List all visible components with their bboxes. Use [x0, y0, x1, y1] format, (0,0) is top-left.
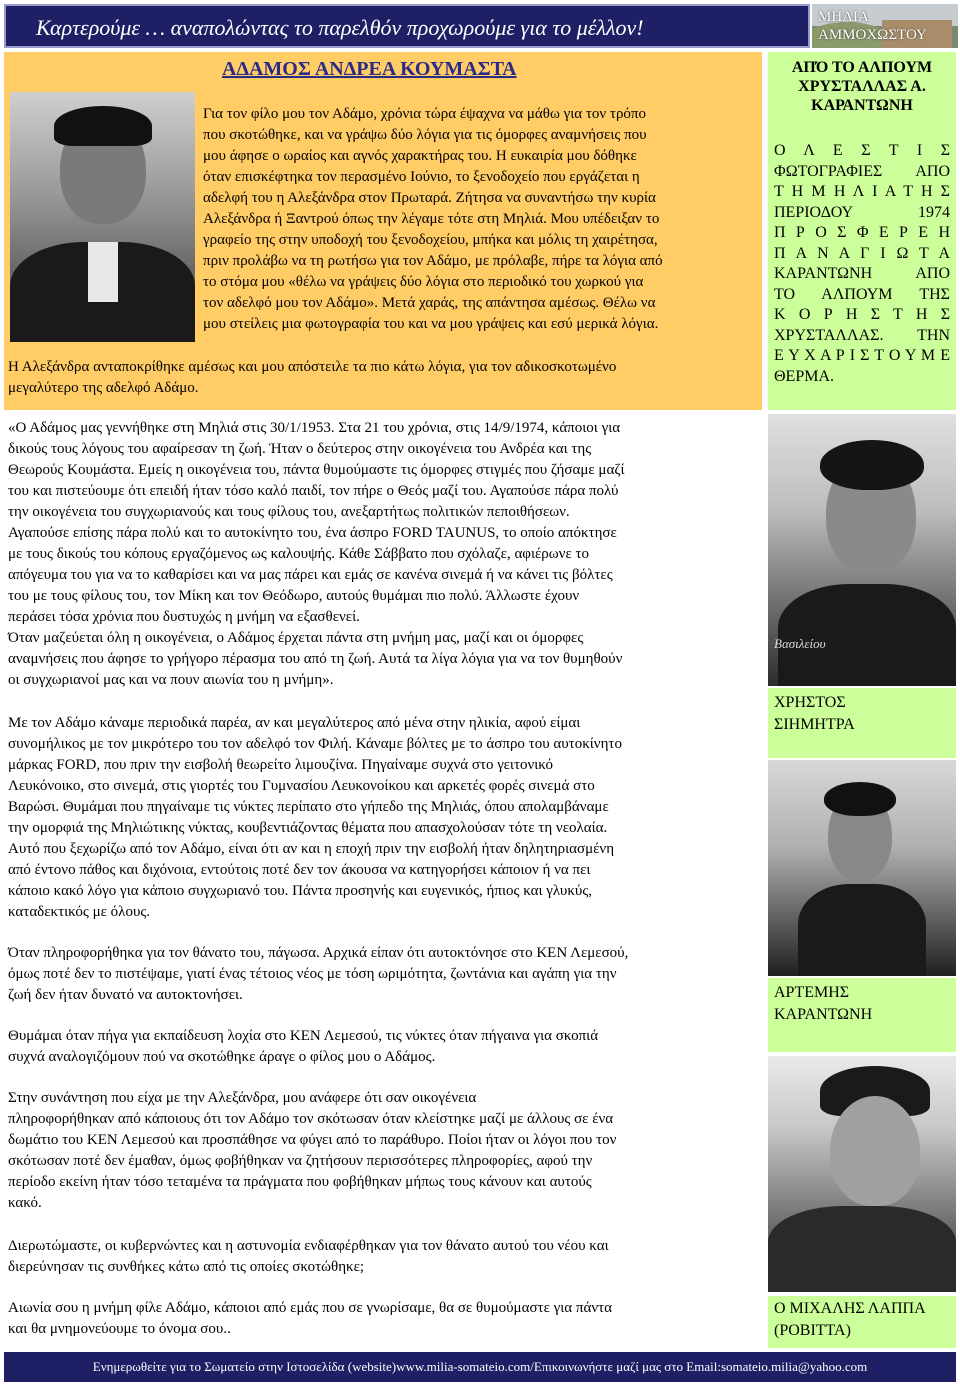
paragraph-2-line: Αυτό που ξεχωρίζω από τον Αδάμο, είναι ότι αν και η εποχή πριν την εισβολή ήταν δηλητηριασμένη [8, 841, 615, 857]
paragraph-5-line: Στην συνάντηση που είχα με την Αλεξάνδρα, μου ανάφερε ότι σαν οικογένεια [8, 1090, 477, 1106]
caption-artemis [768, 978, 956, 1052]
quote-line: αναμνήσεις που άφησε το γρήγορο πέρασμα του από τη ζωή. Αυτά τα λίγα λόγια για να τον θυμηθούν [8, 651, 623, 667]
paragraph-5-line: πληροφορήθηκαν από κάποιους ότι τον Αδάμο τον σκότωσαν όταν κλείστηκε μαζί με άλλους σε ένα [8, 1111, 614, 1127]
caption-artemis-line2: ΚΑΡΑΝΤΩΝΗ [774, 1006, 873, 1023]
paragraph-2-line: καταδεκτικός με όλους. [8, 904, 151, 920]
quote-line: Αγαπούσε επίσης πάρα πολύ και το αυτοκίνητο του, ένα άσπρο FORD TAUNUS, το οποίο απόκτησε [8, 525, 617, 541]
caption-christos-line2: ΣΙΗΜΗΤΡΑ [774, 716, 855, 733]
album-note-box [768, 52, 956, 410]
paragraph-2-line: μάρκας FORD, που πριν την εισβολή θεωρείτο λιμουζίνα. Πηγαίναμε συχνά στο γειτονικό [8, 757, 554, 773]
quote-line: του και πιστεύουμε ότι επειδή ήταν τόσο καλό παιδί, τον πήρε ο Θεός μαζί του. Αγαπούσε πάρα πολύ [8, 483, 619, 499]
paragraph-5-line: περίοδο εκείνη ήταν τόσο τεταμένα τα πράγματα που φοβήθηκαν μήπως τους κάνουν και αυτούς [8, 1174, 592, 1190]
corner-label [818, 8, 927, 44]
intro-line: μου άφησε ο ωραίος και αγνός χαρακτήρας του. Η ευκαιρία μου δόθηκε [203, 148, 637, 164]
paragraph-3-line: ζωή δεν ήταν δυνατό να αυτοκτονήσει. [8, 987, 243, 1003]
caption-christos [768, 688, 956, 758]
paragraph-2-line: την ομορφιά της Μηλιώτικης νύκτας, κουβεντιάζοντας θέματα που απασχολούσαν τότε τη νεολαία. [8, 820, 608, 836]
paragraph-7-line: και θα μνημονεύουμε το όνομα σου.. [8, 1321, 231, 1337]
paragraph-3-line: Όταν πληροφορήθηκα για τον θάνατο του, πάγωσα. Αρχικά είπαν ότι αυτοκτόνησε στο ΚΕΝ Λεμεσού, [8, 945, 629, 961]
header-title: Καρτερούμε … αναπολώντας το παρελθόν προχωρούμε για το μέλλον! [36, 15, 644, 40]
portrait-photo-adamos [10, 92, 195, 342]
photo4-head [830, 1096, 920, 1206]
quote-line: Όταν μαζεύεται όλη η οικογένεια, ο Αδάμος έρχεται πάντα στη μνήμη μας, μαζί και οι όμορφες [8, 630, 584, 646]
photo3-hair [824, 782, 896, 816]
article-title: ΑΔΑΜΟΣ ΑΝΔΡΕΑ ΚΟΥΜΑΣΤΑ [222, 58, 517, 80]
caption-michalis-line2: (ΡΟΒΙΤΤΑ) [774, 1322, 851, 1339]
quote-line: την οικογένεια του συγχωριανούς και τους φίλους του, ανεξαρτήτως πολιτικών πεποιθήσεων. [8, 504, 570, 520]
photo-michalis-lappa [768, 1056, 956, 1292]
intro-line: Αλεξάνδρα ή Ξαντρού όπως την λέγαμε τότε στη Μηλιά. Μου υπέδειξαν το [203, 211, 660, 227]
quote-line: με τους δικούς του κόπους εργαζόμενος ως καλουψής. Κάθε Σάββατο που σχόλαζε, αφιέρωνε το [8, 546, 590, 562]
intro-line: το στόμα μου «θέλω να γράψεις δύο λόγια στο περιοδικό του χωρκού για [203, 274, 644, 290]
photo3-suit [798, 884, 926, 976]
paragraph-6-line: Διερωτώμαστε, οι κυβερνώντες και η αστυνομία ενδιαφέρθηκαν για τον θάνατο αυτού του νέου και [8, 1238, 609, 1254]
album-note-body-line: Π Ρ Ο Σ Φ Ε Ρ Ε Η [774, 224, 950, 241]
paragraph-2-line: συνομήλικος με τον μικρότερο του τον αδελφό τον Φιλή. Κάναμε βόλτες με το άσπρο του αυτοκίνητο [8, 736, 622, 752]
photo-christos-siimitra [768, 414, 956, 686]
intro-line: γραφείο της στην υποδοχή του ξενοδοχείου, μπήκα και μόλις τη χαιρέτησα, [203, 232, 658, 248]
page-footer [4, 1352, 956, 1382]
album-note-title-line: ΚΑΡΑΝΤΩΝΗ [811, 97, 913, 114]
corner-label-line1: ΜΗΛΙΑ [818, 9, 869, 25]
paragraph-4-line: Θυμάμαι όταν πήγα για εκπαίδευση λοχία στο ΚΕΝ Λεμεσού, τις νύκτες όταν πήγαινα για σκοπιά [8, 1028, 599, 1044]
album-note-body-line: ΦΩΤΟΓΡΑΦΙΕΣ ΑΠΟ [774, 162, 950, 180]
album-note-body-line: ΠΕΡΙΟΔΟΥ 1974 [774, 203, 950, 221]
intro-line: τον αδελφό μου τον Αδάμο». Μετά χαράς, της απάντησα αμέσως. Θέλω να [203, 295, 656, 311]
paragraph-2-line: Λευκόνοικο, στο σινεμά, στις γιορτές του Γυμνασίου Λευκονοίκου και αρκετές φορές σινεμά στο [8, 778, 595, 794]
paragraph-5-line: κακό. [8, 1195, 42, 1211]
caption-michalis-line1: Ο ΜΙΧΑΛΗΣ ΛΑΠΠΑ [774, 1300, 926, 1317]
caption-artemis-line1: ΑΡΤΕΜΗΣ [774, 984, 850, 1001]
photo2-suit [778, 584, 956, 686]
album-note-body-line: Ε Υ Χ Α Ρ Ι Σ Τ Ο Υ Μ Ε [774, 347, 950, 364]
intro-line: όταν επισκέφτηκα τον περασμένο Ιούνιο, το ξενοδοχείο που εργάζεται η [203, 169, 640, 185]
corner-village-photo [812, 4, 958, 48]
paragraph-4-line: συχνά αναλογιζόμουν πού να σκοτώθηκε άραγε ο φίλος μου ο Αδάμος. [8, 1049, 436, 1065]
portrait-hair [54, 106, 152, 146]
paragraph-2-line: Με τον Αδάμο κάναμε περιοδικά παρέα, αν και μεγαλύτερος από μένα στην ηλικία, αφού είμαι [8, 715, 581, 731]
photo4-uniform [768, 1206, 956, 1292]
quote-line: του με τους φίλους του, τον Μίκη και τον Θεόδωρο, αυτούς θυμάμαι πιο πολύ. Άλλωστε έχουν [8, 588, 580, 604]
album-note-title-line: ΧΡΥΣΤΑΛΛΑΣ Α. [798, 78, 926, 95]
intro-line: αδελφή του η Αλεξάνδρα στον Πρωταρά. Ζήτησα να συναντήσω την κυρία [203, 190, 656, 206]
album-note-body-line: Κ Ο Ρ Η Σ Τ Η Σ [774, 306, 950, 323]
intro-line: πριν προλάβω να τη ρωτήσω για τον Αδάμο, με πρόλαβε, πήρε τα λόγια από [203, 253, 663, 269]
album-note-body-line: ΘΕΡΜΑ. [774, 367, 835, 385]
paragraph-5-line: δωμάτιο του ΚΕΝ Λεμεσού και προσπάθησε να φύγει από το παράθυρο. Ποίοι ήταν οι λόγοι που τον [8, 1132, 617, 1148]
paragraph-2-line: Βαρώσι. Θυμάμαι που πηγαίναμε τις νύκτες περίπατο στο γήπεδο της Μηλιάς, όπου απολαμβάναμε [8, 799, 609, 815]
quote-line: απόγευμα του για να το καθαρίσει και να μας πάρει και εμάς σε κανένα σινεμά ή να κάνει τις βόλτες [8, 567, 613, 583]
album-note-body-line: ΚΑΡΑΝΤΩΝΗ ΑΠΟ [774, 265, 950, 282]
caption-christos-line1: ΧΡΗΣΤΟΣ [774, 694, 846, 711]
album-note-body-line: ΤΟ ΑΛΠΟΥΜ ΤΗΣ [774, 285, 950, 303]
intro-line: Για τον φίλο μου τον Αδάμο, χρόνια τώρα έψαχνα να μάθω για τον τρόπο [203, 106, 646, 122]
album-note-body-line: Ο Λ Ε Σ Τ Ι Σ [774, 142, 950, 159]
quote-line: οι συγχωριανοί μας και να πουν αιωνία του η μνήμη». [8, 672, 334, 688]
footer-text: Ενημερωθείτε για το Σωματείο στην Ιστοσελίδα (website)www.milia-somateio.com/Επικοινωνήστε μαζί μας στο Email:somateio.milia@yahoo.com [92, 1359, 868, 1374]
reply-line: μεγαλύτερο της αδελφό Αδάμο. [8, 380, 199, 396]
album-note-body-line: Π Α Ν Α Γ Ι Ω Τ Α [774, 244, 950, 262]
album-note-body-line: ΧΡΥΣΤΑΛΛΑΣ. ΤΗΝ [774, 326, 950, 344]
album-note-title-line: ΑΠΌ ΤΟ ΑΛΠΟΥΜ [791, 59, 933, 76]
caption-michalis [768, 1296, 956, 1348]
quote-line: δικούς τους λόγους του αφαίρεσαν τη ζωή. Ήταν ο δεύτερος στην οικογένεια του Ανδρέα και της [8, 441, 592, 457]
page-header [4, 4, 810, 48]
intro-line: μου στείλεις μια φωτογραφία του και να μου γράψεις και εσύ μερικά λόγια. [203, 316, 659, 332]
paragraph-5-line: σκότωσαν ποτέ δεν έμαθαν, όμως φοβήθηκαν να ζητήσουν περισσότερες πληροφορίες, αφού την [8, 1153, 593, 1169]
paragraph-6-line: διερεύνησαν τις συνθήκες κάτω από τις οποίες σκοτώθηκε; [8, 1259, 365, 1275]
quote-line: Θεωρούς Κουμάστα. Εμείς η οικογένεια του, πάντα θυμούμαστε τις όμορφες στιγμές που ζήσαμε μαζί [8, 462, 625, 478]
paragraph-7-line: Αιωνία σου η μνήμη φίλε Αδάμο, κάποιοι από εμάς που σε γνωρίσαμε, θα σε θυμούμαστε για πάντα [8, 1300, 612, 1316]
quote-line: «Ο Αδάμος μας γεννήθηκε στη Μηλιά στις 30/1/1953. Στα 21 του χρόνια, στις 14/9/1974, κάποιοι για [8, 420, 621, 436]
intro-line: που σκοτώθηκε, και να γράψω δύο λόγια για τις όμορφες αναμνήσεις που [203, 127, 647, 143]
paragraph-2-line: κάποιο κακό λόγο για κάποιο συγχωριανό του. Πάντα προσηνής και ευγενικός, ήπιος και γλυκύς, [8, 883, 593, 899]
paragraph-3-line: όμως ποτέ δεν το πιστέψαμε, γιατί ένας τέτοιος νέος με τόση ωριμότητα, ζωντάνια και αγάπη για την [8, 966, 617, 982]
photo2-hair [820, 440, 924, 490]
album-note-body-line: Τ Η Μ Η Λ Ι Α Τ Η Σ [774, 183, 950, 200]
reply-line: Η Αλεξάνδρα ανταποκρίθηκε αμέσως και μου απόστειλε τα πιο κάτω λόγια, για τον αδικοσκοτωμένο [8, 359, 617, 375]
quote-line: περάσει τόσα χρόνια που δυστυχώς η μνήμη να εξασθενεί. [8, 609, 360, 625]
photo2-stamp: Βασιλείου [774, 636, 826, 651]
portrait-shirt [88, 242, 118, 302]
paragraph-2-line: από έντονο πάθος και διχόνοια, εντούτοις ποτέ δεν τον άκουσα να κατηγορήσει κάποιον ή να πει [8, 862, 591, 878]
photo-artemis-karantoni [768, 760, 956, 976]
corner-label-line2: ΑΜΜΟΧΩΣΤΟΥ [818, 27, 927, 43]
